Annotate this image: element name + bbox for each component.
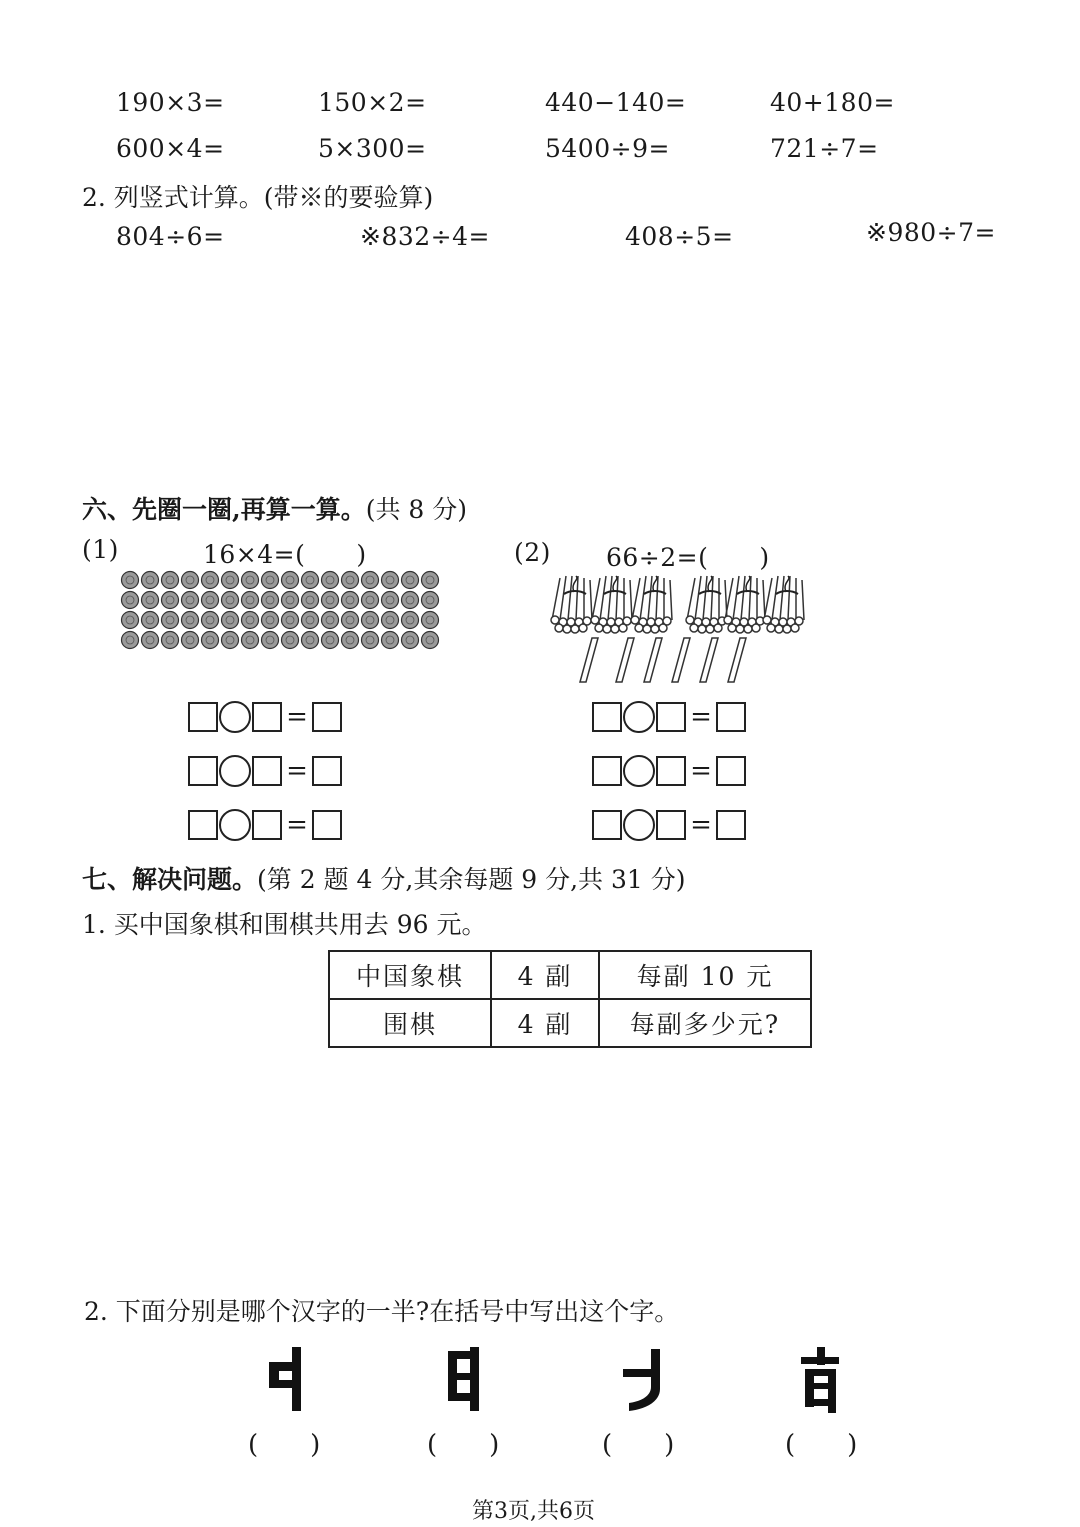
answer-box[interactable] (252, 810, 282, 840)
answer-box[interactable] (656, 810, 686, 840)
bundle-2 (591, 576, 632, 633)
oral-calc-2-4: 721÷7= (770, 134, 879, 163)
grid-dot (222, 632, 239, 649)
oral-calc-1-2: 150×2= (318, 88, 427, 117)
answer-box[interactable] (188, 810, 218, 840)
grid-dot (282, 592, 299, 609)
stick-2 (616, 638, 634, 682)
section-7-title: 七、解决问题。 (82, 865, 258, 894)
q1-label: (1) (82, 535, 119, 564)
grid-dot (402, 592, 419, 609)
section-6-title: 六、先圈一圈,再算一算。 (82, 495, 366, 524)
grid-dot (142, 572, 159, 589)
result-box[interactable] (716, 810, 746, 840)
answer-row-right-1 (592, 699, 746, 735)
grid-dot (302, 592, 319, 609)
answer-row-right-3 (592, 807, 746, 843)
grid-dot (342, 592, 359, 609)
answer-paren-3[interactable]: ( ) (602, 1430, 675, 1460)
grid-dot (322, 572, 339, 589)
bundle-4 (686, 576, 727, 633)
grid-dot (182, 632, 199, 649)
chess-price-table (328, 950, 812, 1048)
bundle-3 (631, 576, 672, 633)
operator-circle[interactable] (623, 701, 655, 733)
grid-dot (422, 612, 439, 629)
oral-calc-1-1: 190×3= (116, 88, 225, 117)
grid-dot (422, 632, 439, 649)
grid-dot (282, 632, 299, 649)
grid-dot (382, 592, 399, 609)
grid-dot (382, 612, 399, 629)
operator-circle[interactable] (219, 809, 251, 841)
vertical-calc-title: 2. 列竖式计算。(带※的要验算) (82, 183, 434, 212)
operator-circle[interactable] (219, 755, 251, 787)
oral-calc-2-1: 600×4= (116, 134, 225, 163)
grid-dot (162, 592, 179, 609)
result-box[interactable] (312, 810, 342, 840)
grid-dot (402, 572, 419, 589)
grid-dot (122, 572, 139, 589)
grid-dot (202, 572, 219, 589)
grid-dot (282, 572, 299, 589)
dot-grid (120, 570, 440, 650)
grid-dot (382, 632, 399, 649)
oral-calc-2-2: 5×300= (318, 134, 427, 163)
table-cell: 围棋 (329, 999, 491, 1047)
equals-sign: = (286, 810, 308, 840)
half-zhong-icon (262, 1345, 322, 1413)
grid-dot (302, 632, 319, 649)
equals-sign: = (690, 810, 712, 840)
grid-dot (362, 572, 379, 589)
grid-dot (202, 592, 219, 609)
grid-dot (422, 572, 439, 589)
oral-calc-2-3: 5400÷9= (545, 134, 670, 163)
grid-dot (182, 572, 199, 589)
problem-2-text: 2. 下面分别是哪个汉字的一半?在括号中写出这个字。 (84, 1297, 680, 1326)
answer-paren-1[interactable]: ( ) (248, 1430, 321, 1460)
equals-sign: = (286, 756, 308, 786)
grid-dot (402, 632, 419, 649)
q1-equation: 16×4=( ) (203, 540, 367, 569)
grid-dot (222, 592, 239, 609)
grid-dot (342, 572, 359, 589)
grid-dot (362, 632, 379, 649)
stick-bundles (548, 572, 818, 684)
grid-dot (262, 612, 279, 629)
table-row (329, 951, 811, 999)
answer-box[interactable] (592, 702, 622, 732)
grid-dot (342, 612, 359, 629)
table-cell: 每副 10 元 (599, 951, 811, 999)
grid-dot (162, 632, 179, 649)
section-7-score: (第 2 题 4 分,其余每题 9 分,共 31 分) (257, 865, 686, 894)
answer-box[interactable] (656, 756, 686, 786)
grid-dot (382, 572, 399, 589)
grid-dot (242, 572, 259, 589)
page-number: 第3页,共6页 (472, 1499, 595, 1524)
grid-dot (282, 612, 299, 629)
grid-dot (322, 612, 339, 629)
table-cell: 4 副 (491, 951, 599, 999)
result-box[interactable] (716, 756, 746, 786)
answer-box[interactable] (252, 756, 282, 786)
grid-dot (202, 632, 219, 649)
vertical-calc-item-3: 408÷5= (625, 222, 734, 251)
operator-circle[interactable] (623, 809, 655, 841)
oral-calc-1-3: 440−140= (545, 88, 687, 117)
problem-1-text: 1. 买中国象棋和围棋共用去 96 元。 (82, 910, 487, 939)
grid-dot (142, 612, 159, 629)
operator-circle[interactable] (219, 701, 251, 733)
grid-dot (162, 612, 179, 629)
q2-equation: 66÷2=( ) (606, 543, 770, 572)
grid-dot (342, 632, 359, 649)
grid-dot (162, 572, 179, 589)
grid-dot (182, 592, 199, 609)
grid-dot (242, 592, 259, 609)
grid-dot (302, 612, 319, 629)
answer-box[interactable] (592, 756, 622, 786)
half-stroke-icon (617, 1345, 677, 1413)
grid-dot (122, 632, 139, 649)
grid-dot (362, 592, 379, 609)
table-cell: 每副多少元? (599, 999, 811, 1047)
grid-dot (222, 612, 239, 629)
answer-row-left-1 (188, 699, 342, 735)
grid-dot (142, 592, 159, 609)
answer-box[interactable] (188, 756, 218, 786)
result-box[interactable] (312, 756, 342, 786)
grid-dot (422, 592, 439, 609)
grid-dot (262, 572, 279, 589)
section-6-heading (82, 490, 467, 526)
stick-6 (728, 638, 746, 682)
grid-dot (222, 572, 239, 589)
section-7-heading (82, 860, 686, 896)
answer-row-left-2 (188, 753, 342, 789)
q2-label: (2) (514, 538, 551, 567)
operator-circle[interactable] (623, 755, 655, 787)
table-cell: 中国象棋 (329, 951, 491, 999)
grid-dot (242, 632, 259, 649)
grid-dot (322, 592, 339, 609)
answer-paren-2[interactable]: ( ) (427, 1430, 500, 1460)
grid-dot (182, 612, 199, 629)
equals-sign: = (690, 702, 712, 732)
grid-dot (242, 612, 259, 629)
grid-dot (362, 612, 379, 629)
answer-box[interactable] (656, 702, 686, 732)
bundle-1 (551, 576, 592, 633)
grid-dot (142, 632, 159, 649)
answer-row-right-2 (592, 753, 746, 789)
grid-dot (402, 612, 419, 629)
stick-5 (700, 638, 718, 682)
equals-sign: = (286, 702, 308, 732)
table-cell: 4 副 (491, 999, 599, 1047)
result-box[interactable] (312, 702, 342, 732)
oral-calc-1-4: 40+180= (770, 88, 895, 117)
stick-4 (672, 638, 690, 682)
answer-box[interactable] (188, 702, 218, 732)
stick-3 (644, 638, 662, 682)
result-box[interactable] (716, 702, 746, 732)
grid-dot (262, 592, 279, 609)
equals-sign: = (690, 756, 712, 786)
table-row (329, 999, 811, 1047)
answer-box[interactable] (592, 810, 622, 840)
grid-dot (322, 632, 339, 649)
half-ri-icon (440, 1345, 500, 1413)
stick-1 (580, 638, 598, 682)
grid-dot (122, 592, 139, 609)
answer-box[interactable] (252, 702, 282, 732)
vertical-calc-item-2: ※832÷4= (360, 222, 490, 251)
answer-row-left-3 (188, 807, 342, 843)
grid-dot (122, 612, 139, 629)
grid-dot (262, 632, 279, 649)
section-6-score: (共 8 分) (365, 495, 468, 524)
grid-dot (302, 572, 319, 589)
answer-paren-4[interactable]: ( ) (785, 1430, 858, 1460)
half-character-icon (795, 1345, 855, 1413)
vertical-calc-item-1: 804÷6= (116, 222, 225, 251)
bundle-5 (724, 576, 765, 633)
grid-dot (202, 612, 219, 629)
vertical-calc-item-4: ※980÷7= (866, 218, 996, 247)
bundle-6 (763, 576, 804, 633)
